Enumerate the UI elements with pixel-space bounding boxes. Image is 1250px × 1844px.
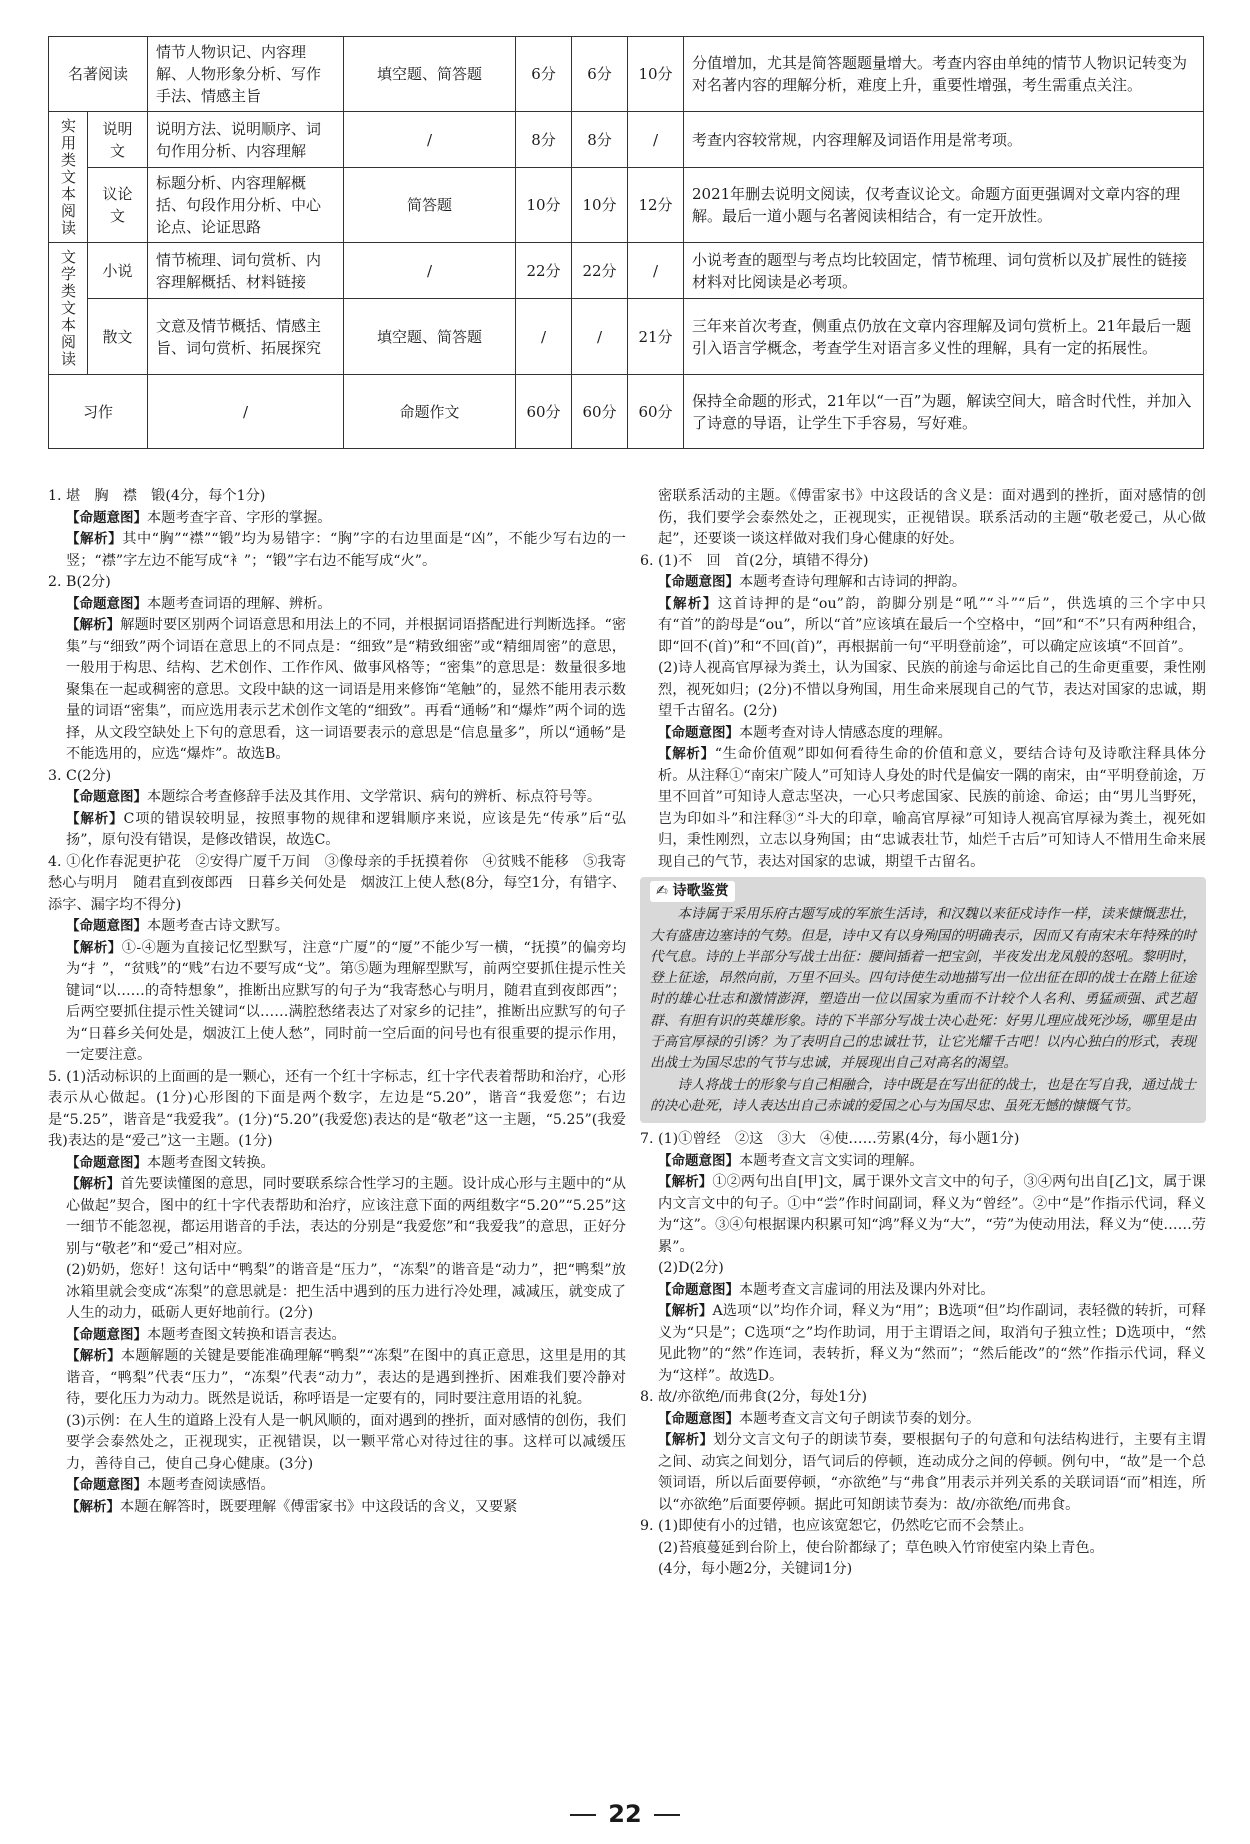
row-category: 文学类文本阅读 [49,243,88,375]
analysis-block: 【解析】其中“胸”“襟”“锻”均为易错字：“胸”字的右边里面是“凶”，不能少写右边的一竖；“襟”字左边不能写成“衤”；“锻”字右边不能写成“火”。 [66,531,626,569]
answer-q8: 8. 故/亦欲绝/而弗食(2分，每处1分) [640,1389,867,1406]
answer-q7: 7. (1)①曾经 ②这 ③大 ④使……劳累(4分，每小题1分) [640,1131,1020,1148]
answer-q5: 5. (1)活动标识的上面画的是一颗心，还有一个红十字标志，红十字代表着帮助和治疗，心形表示从心做起。(1分)心形图的下面是两个数字，左边是“5.20”，谐音“我爱您”；右边是“5.25”，谐音是“我爱我”。(1分)“5.20”(我爱您)表达的是“敬老”这一主题，“5.25”(我爱我)表达的是“爱己”这一主题。(1分) [48,1068,626,1149]
answer-q6: 6. (1)不 回 首(2分，填错不得分) [640,552,869,569]
table-row: 名著阅读 情节人物识记、内容理解、人物形象分析、写作手法、情感主旨 填空题、简答题 6分 6分 10分 分值增加，尤其是简答题题量增大。考查内容由单纯的情节人物识记转变为对名著内容的理解分析，难度上升，重要性增强，考生需重点关注。 [49,37,1204,112]
table-row: 文学类文本阅读 小说 情节梳理、词句赏析、内容理解概括、材料链接 / 22分 22分 / 小说考查的题型与考点均比较固定，情节梳理、词句赏析以及扩展性的链接材料对比阅读是必考项。 [49,243,1204,299]
answer-q5-3: (3)示例：在人生的道路上没有人是一帆风顺的，面对遇到的挫折，面对感情的创伤，我们要学会泰然处之，正视现实，正视错误，以一颗平常心对待过往的事。这样可以减缓压力，善待自己，使自己身心健康。(3分) [66,1412,626,1472]
answer-q5-2: (2)奶奶，您好！这句话中“鸭梨”的谐音是“压力”，“冻梨”的谐音是“动力”，把“鸭梨”放冰箱里就会变成“冻梨”的意思就是：把生活中遇到的压力进行冷处理，减减压，就变成了人生的动力，砥砺人更好地前行。(2分) [66,1262,626,1321]
row-name: 名著阅读 [49,37,148,112]
table-row: 议论文 标题分析、内容理解概括、句段作用分析、中心论点、论证思路 简答题 10分 10分 12分 2021年删去说明文阅读，仅考查议论文。命题方面更强调对文章内容的理解。最后一道小题与名著阅读相结合，有一定开放性。 [49,168,1204,243]
right-column: 密联系活动的主题。《傅雷家书》中这段话的含义是：面对遇到的挫折，面对感情的创伤，我们要学会泰然处之，正视现实，正视错误。联系活动的主题“敬老爱己，从心做起”，还要谈一谈这样做对我们身心健康的好处。 6. (1)不 回 首(2分，填错不得分) 【命题意图】本题考查诗句理解和古诗词的押韵。 【解析】这首诗押的是“ou”韵，韵脚分别是“吼”“斗”“后”，供选填的三个字中只有“首”的韵母是“ou”，所以“首”应该填在最后一个空格中，“回”和“不”只有两种组合，即“回不(首)”和“不回(首)”，再根据前一句“平明登前途”，可以确定应该填“不回首”。 (2)诗人视高官厚禄为粪土，认为国家、民族的前途与命运比自己的生命更重要，秉性刚烈，视死如归；(2分)不惜以身殉国，用生命来展现自己的气节，表达对国家的忠诚，期望千古留名。(2分) 【命题意图】本题考查对诗人情感态度的理解。 【解析】“生命价值观”即如何看待生命的价值和意义，要结合诗句及诗歌注释具体分析。从注释①“南宋广陵人”可知诗人身处的时代是偏安一隅的南宋，由“平明登前途，万里不回首”可知诗人意志坚决，一心只考虑国家、民族的前途、命运；由“男儿当野死，岂为印如斗”和注释③“斗大的印章，喻高官厚禄”可知诗人视高官厚禄为粪土，视死如归，秉性刚烈，立志以身殉国；由“忠诚表壮节，灿烂千古后”可知诗人不惜用生命来展现自己的气节，表达对国家的忠诚，期望千古留名。 ✍ 诗歌鉴赏 本诗属于采用乐府古题写成的军旅生活诗，和汉魏以来征戍诗作一样，读来慷慨悲壮，大有盛唐边塞诗的气势。但是，诗中又有以身殉国的明确表示，因而又有南宋末年特殊的时代气息。诗的上半部分写战士出征：腰间插着一把宝剑，半夜发出龙凤般的怒吼。黎明时，登上征途，昂然向前，万里不回头。四句诗使生动地描写出一位出征在即的战士在踏上征途时的雄心壮志和激情澎湃，塑造出一位以国家为重而不计较个人名利、勇猛顽强、武艺超群、有胆有识的英雄形象。诗的下半部分写战士决心赴死：好男儿理应战死沙场，哪里是由于高官厚禄的引诱？为了表明自己的忠诚壮节，让它光耀千古吧！以内心独白的形式，表现出战士为国尽忠的气节与忠诚，并展现出自己对高名的渴望。 诗人将战士的形象与自己相融合，诗中既是在写出征的战士，也是在写自我，通过战士的决心赴死，诗人表达出自己赤诚的爱国之心与为国尽忠、虽死无憾的慷慨气节。 7. (1)①曾经 ②这 ③大 ④使……劳累(4分，每小题1分) 【命题意图】本题考查文言文实词的理解。 【解析】①②两句出自[甲]文，属于课外文言文中的句子，③④两句出自[乙]文，属于课内文言文中的句子。①中“尝”作时间副词，释义为“曾经”。②中“是”作指示代词，释义为“这”。③④句根据课内积累可知“鸿”释义为“大”，“劳”为使动用法，释义为“使……劳累”。 (2)D(2分) 【命题意图】本题考查文言虚词的用法及课内外对比。 【解析】A选项“以”均作介词，释义为“用”；B选项“但”均作副词，表轻微的转折，可释义为“只是”；C选项“之”均作助词，用于主谓语之间，取消句子独立性；D选项中，“然见此物”的“然”作连词，表转折，释义为“然而”；“然后能改”的“然”作指示代词，释义为“这样”。故选D。 8. 故/亦欲绝/而弗食(2分，每处1分) 【命题意图】本题考查文言文句子朗读节奏的划分。 【解析】划分文言文句子的朗读节奏，要根据句子的句意和句法结构进行，主要有主谓之间、动宾之间划分，语气词后的停顿，连动成分之间的停顿。例句中，“故”是一个总领词语，所以后面要停顿，“亦欲绝”与“弗食”用表示并列关系的关联词语“而”相连，所以“亦欲绝”后面要停顿。据此可知朗读节奏为：故/亦欲绝/而弗食。 9. (1)即使有小的过错，也应该宽恕它，仍然吃它而不会禁止。 (2)苔痕蔓延到台阶上，使台阶都绿了；草色映入竹帘使室内染上青色。 (4分，每小题2分，关键词1分) [640,488,1207,1578]
analysis-block: 【解析】A选项“以”均作介词，释义为“用”；B选项“但”均作副词，表轻微的转折，可释义为“只是”；C选项“之”均作助词，用于主谓语之间，取消句子独立性；D选项中，“然见此物”的“然”作连词，表转折，释义为“然而”；“然后能改”的“然”作指示代词，释义为“这样”。故选D。 [658,1303,1206,1384]
analysis-block: 【解析】解题时要区别两个词语意思和用法上的不同，并根据词语搭配进行判断选择。“密集”与“细致”两个词语在意思上的不同点是：“细致”是“精致细密”或“精细周密”的意思，一般用于构思、结构、艺术创作、工作作风、做事风格等；“密集”的意思是：数量很多地聚集在一起或稠密的意思。文段中缺的这一词语是用来修饰“笔触”的，显然不能用表示数量的词语“密集”，而应选用表示艺术创作文笔的“细致”。再看“通畅”和“爆炸”两个词的选择，从文段空缺处上下句的意思看，这一词语要表示的意思是“信息量多”，所以“通畅”是不能选用的，应选“爆炸”。故选B。 [66,617,627,762]
intent-block: 【命题意图】本题综合考查修辞手法及其作用、文学常识、病句的辨析、标点符号等。 [66,789,602,805]
answer-q4: 4. ①化作春泥更护花 ②安得广厦千万间 ③像母亲的手抚摸着你 ④贫贱不能移 ⑤我寄愁心与明月 随君直到夜郎西 日暮乡关何处是 烟波江上使人愁(8分，每空1分，有错字、添字、漏字均不得分) [48,853,626,913]
table-row: 习作 / 命题作文 60分 60分 60分 保持全命题的形式，21年以“一百”为题，解读空间大，暗含时代性，并加入了诗意的导语，让学生下手容易，写好难。 [49,375,1204,449]
answer-q7-2: (2)D(2分) [658,1260,724,1277]
table-row: 散文 文意及情节概括、情感主旨、词句赏析、拓展探究 填空题、简答题 / / 21分 三年来首次考查，侧重点仍放在文章内容理解及词句赏析上。21年最后一题引入语言学概念，考查学生对语言多义性的理解，具有一定的拓展性。 [49,299,1204,375]
intent-block: 【命题意图】本题考查图文转换和语言表达。 [66,1326,346,1343]
answer-q9: 9. (1)即使有小的过错，也应该宽恕它，仍然吃它而不会禁止。 [640,1518,1033,1535]
analysis-block: 【解析】“生命价值观”即如何看待生命的价值和意义，要结合诗句及诗歌注释具体分析。从注释①“南宋广陵人”可知诗人身处的时代是偏安一隅的南宋，由“平明登前途，万里不回首”可知诗人意志坚决，一心只考虑国家、民族的前途、命运；由“男儿当野死，岂为印如斗”和注释③“斗大的印章，喻高官厚禄”可知诗人视高官厚禄为粪土，视死如归，秉性刚烈，立志以身殉国；由“忠诚表壮节，灿烂千古后”可知诗人不惜用生命来展现自己的气节，表达对国家的忠诚，期望千古留名。 [658,746,1207,870]
intent-block: 【命题意图】本题考查文言虚词的用法及课内外对比。 [658,1281,995,1298]
left-column [48,486,626,1518]
intent-block: 【命题意图】本题考查阅读感悟。 [66,1477,275,1493]
answer-q1: 1. 堪 胸 襟 锻(4分，每个1分) [48,488,266,504]
answer-q2: 2. B(2分) [48,574,111,590]
intent-block: 【命题意图】本题考查诗句理解和古诗词的押韵。 [658,574,967,590]
analysis-block: 【解析】C项的错误较明显，按照事物的规律和逻辑顺序来说，应该是先“传承”后“弘扬”，原句没有错误，是修改错误，故选C。 [66,810,627,848]
analysis-block: 【解析】①-④题为直接记忆型默写，注意“广厦”的“厦”不能少写一横，“抚摸”的偏旁均为“扌”，“贫贱”的“贱”右边不要写成“戈”。第⑤题为理解型默写，前两空要抓住提示性关键词“以……的奇特想象”，推断出应默写的句子为“我寄愁心与明月，随君直到夜郎西”；后两空要抓住提示性关键词“以……满腔愁绪表达了对家乡的记挂”，推断出应默写的句子为“日暮乡关何处是，烟波江上使人愁”，同时前一空后面的问号也有很重要的提示作用，一定要注意。 [66,939,626,1063]
analysis-block: 【解析】划分文言文句子的朗读节奏，要根据句子的句意和句法结构进行，主要有主谓之间、动宾之间划分，语气词后的停顿，连动成分之间的停顿。例句中，“故”是一个总领词语，所以后面要停顿，“亦欲绝”与“弗食”用表示并列关系的关联词语“而”相连，所以“亦欲绝”后面要停顿。据此可知朗读节奏为：故/亦欲绝/而弗食。 [658,1432,1206,1513]
row-category: 实用类文本阅读 [49,112,88,243]
analysis-block: 【解析】本题解题的关键是要能准确理解“鸭梨”“冻梨”在图中的真正意思，这里是用的其谐音，“鸭梨”代表“压力”，“冻梨”代表“动力”，表达的是遇到挫折、困难我们要冷静对待，要化压力为动力。既然是说话，称呼语是一定要有的，同时要注意用语的礼貌。 [66,1348,627,1407]
intent-block: 【命题意图】本题考查字音、字形的掌握。 [66,509,332,526]
intent-block: 【命题意图】本题考查古诗文默写。 [66,918,289,934]
analysis-block: 【解析】本题在解答时，既要理解《傅雷家书》中这段话的含义，又要紧 [66,1498,518,1515]
analysis-block: 【解析】这首诗押的是“ou”韵，韵脚分别是“吼”“斗”“后”，供选填的三个字中只有“首”的韵母是“ou”，所以“首”应该填在最后一个空格中，“回”和“不”只有两种组合，即“回不(首)”和“不回(首)”，再根据前一句“平明登前途”，可以确定应该填“不回首”。 [658,595,1206,655]
intent-block: 【命题意图】本题考查图文转换。 [66,1154,275,1171]
continued-text: 密联系活动的主题。《傅雷家书》中这段话的含义是：面对遇到的挫折，面对感情的创伤，我们要学会泰然处之，正视现实，正视错误。联系活动的主题“敬老爱己，从心做起”，还要谈一谈这样做对我们身心健康的好处。 [658,488,1206,547]
exam-analysis-table [48,36,1204,449]
poetry-appreciation-box: ✍ 诗歌鉴赏 本诗属于采用乐府古题写成的军旅生活诗，和汉魏以来征戍诗作一样，读来慷慨悲壮，大有盛唐边塞诗的气势。但是，诗中又有以身殉国的明确表示，因而又有南宋末年特殊的时代气息。诗的上半部分写战士出征：腰间插着一把宝剑，半夜发出龙凤般的怒吼。黎明时，登上征途，昂然向前，万里不回头。四句诗使生动地描写出一位出征在即的战士在踏上征途时的雄心壮志和激情澎湃，塑造出一位以国家为重而不计较个人名利、勇猛顽强、武艺超群、有胆有识的英雄形象。诗的下半部分写战士决心赴死：好男儿理应战死沙场，哪里是由于高官厚禄的引诱？为了表明自己的忠诚壮节，让它光耀千古吧！以内心独白的形式，表现出战士为国尽忠的气节与忠诚，并展现出自己对高名的渴望。 诗人将战士的形象与自己相融合，诗中既是在写出征的战士，也是在写自我，通过战士的决心赴死，诗人表达出自己赤诚的爱国之心与为国尽忠、虽死无憾的慷慨气节。 [640,877,1206,1123]
intent-block: 【命题意图】本题考查词语的理解、辨析。 [66,595,332,612]
analysis-block: 【解析】首先要读懂图的意思，同时要联系综合性学习的主题。设计成心形与主题中的“从心做起”契合，图中的红十字代表帮助和治疗，应该注意下面的两组数字“5.20”“5.25”这一细节不能忽视，都运用谐音的手法，表达的分别是“我爱您”和“我爱我”的意思，正好分别与“敬老”和“爱己”相对应。 [66,1176,627,1257]
answer-q6-2: (2)诗人视高官厚禄为粪土，认为国家、民族的前途与命运比自己的生命更重要，秉性刚烈，视死如归；(2分)不惜以身殉国，用生命来展现自己的气节，表达对国家的忠诚，期望千古留名。(2分) [658,660,1206,719]
page-number: 22 [0,1800,1250,1828]
intent-block: 【命题意图】本题考查文言文句子朗读节奏的划分。 [658,1410,981,1427]
intent-block: 【命题意图】本题考查对诗人情感态度的理解。 [658,724,952,741]
answer-q3: 3. C(2分) [48,767,112,784]
box-title: ✍ 诗歌鉴赏 [650,881,735,902]
analysis-block: 【解析】①②两句出自[甲]文，属于课外文言文中的句子，③④两句出自[乙]文，属于课内文言文中的句子。①中“尝”作时间副词，释义为“曾经”。②中“是”作指示代词，释义为“这”。③④句根据课内积累可知“鸿”释义为“大”，“劳”为使动用法，释义为“使……劳累”。 [658,1174,1206,1255]
table-row: 实用类文本阅读 说明文 说明方法、说明顺序、词句作用分析、内容理解 / 8分 8分 / 考查内容较常规，内容理解及词语作用是常考项。 [49,112,1204,168]
pen-icon: ✍ [656,883,668,899]
intent-block: 【命题意图】本题考查文言文实词的理解。 [658,1152,924,1169]
